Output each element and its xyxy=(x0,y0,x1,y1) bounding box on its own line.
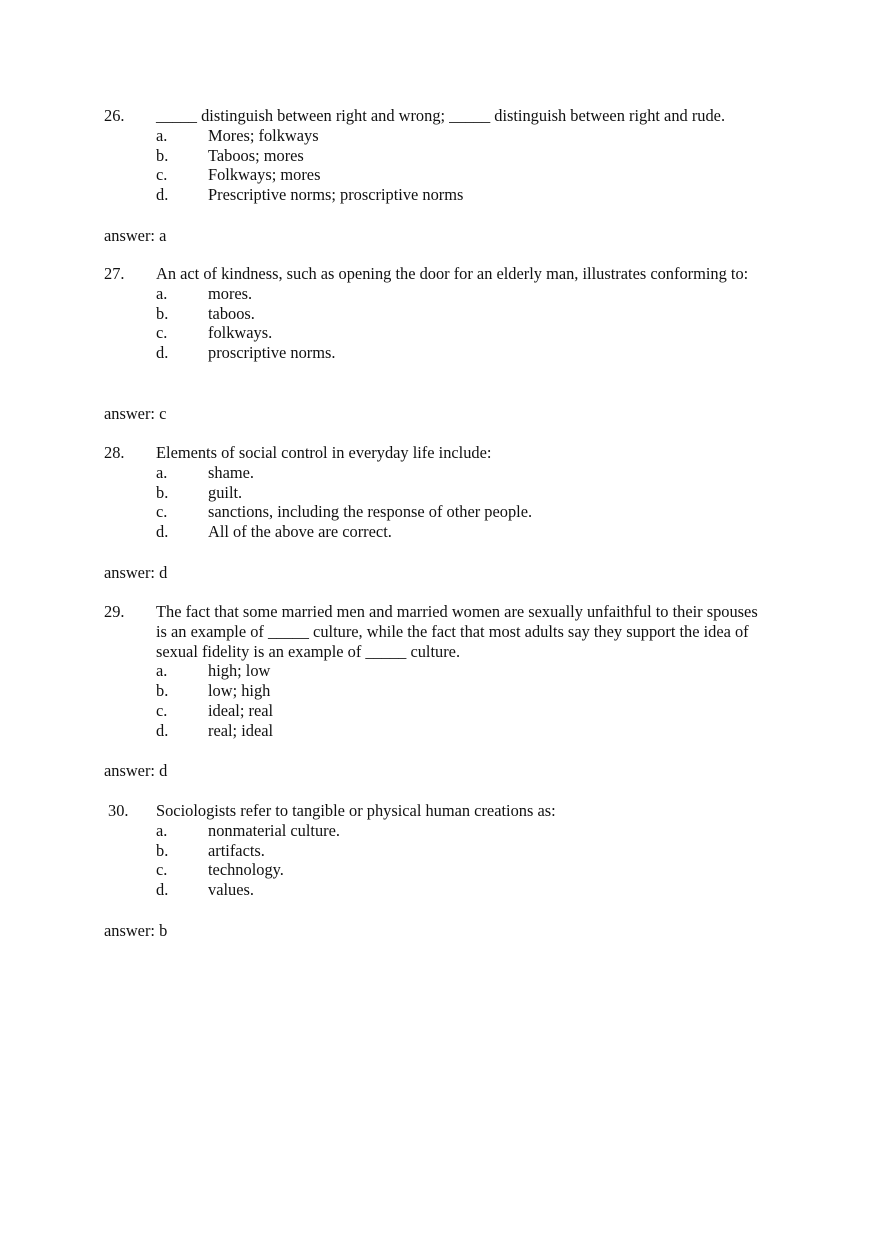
question-number: 26. xyxy=(104,106,125,125)
option-text: proscriptive norms. xyxy=(208,343,336,363)
option-d xyxy=(0,880,880,900)
question-header xyxy=(0,801,880,821)
option-letter: b. xyxy=(156,840,169,860)
option-c xyxy=(0,323,880,343)
answer-options xyxy=(0,821,880,900)
question-number: 27. xyxy=(104,264,125,283)
option-text: values. xyxy=(208,880,254,900)
option-letter: b. xyxy=(156,681,169,701)
answer-options xyxy=(0,463,880,542)
question-text: The fact that some married men and married women are sexually unfaithful to their spouses is an example of _____ culture, while the fact that most adults say they support the idea of sexual fidelity is an example of _____ culture. xyxy=(156,602,758,661)
answer-key: answer: a xyxy=(104,226,167,245)
option-letter: c. xyxy=(156,323,168,343)
option-b xyxy=(0,146,880,166)
question-text: _____ distinguish between right and wrong; _____ distinguish between right and rude. xyxy=(156,106,726,125)
option-c xyxy=(0,701,880,721)
option-a xyxy=(0,284,880,304)
option-letter: c. xyxy=(156,700,168,720)
option-letter: c. xyxy=(156,860,168,880)
option-letter: a. xyxy=(156,125,168,145)
question-number: 29. xyxy=(104,602,125,621)
option-text: Taboos; mores xyxy=(208,145,304,165)
question-26 xyxy=(0,106,880,205)
question-number: 28. xyxy=(104,443,125,462)
option-text: All of the above are correct. xyxy=(208,522,392,542)
option-letter: d. xyxy=(156,343,169,363)
answer-key: answer: b xyxy=(104,921,168,940)
option-text: Mores; folkways xyxy=(208,125,319,145)
option-letter: a. xyxy=(156,283,168,303)
option-a xyxy=(0,821,880,841)
option-letter: a. xyxy=(156,462,168,482)
question-text: An act of kindness, such as opening the door for an elderly man, illustrates conforming to: xyxy=(156,264,749,283)
question-28 xyxy=(0,443,880,542)
option-d xyxy=(0,185,880,205)
option-text: sanctions, including the response of other people. xyxy=(208,502,533,522)
option-letter: d. xyxy=(156,522,169,542)
option-text: real; ideal xyxy=(208,720,274,740)
option-a xyxy=(0,126,880,146)
option-text: Folkways; mores xyxy=(208,165,321,185)
option-letter: b. xyxy=(156,303,169,323)
option-text: low; high xyxy=(208,681,271,701)
question-header xyxy=(0,106,880,126)
option-text: shame. xyxy=(208,462,254,482)
option-text: technology. xyxy=(208,860,284,880)
option-letter: a. xyxy=(156,661,168,681)
option-letter: d. xyxy=(156,720,169,740)
option-text: ideal; real xyxy=(208,700,274,720)
question-30 xyxy=(0,801,880,900)
answer-key: answer: d xyxy=(104,761,168,780)
question-29 xyxy=(0,602,880,741)
option-b xyxy=(0,841,880,861)
option-d xyxy=(0,343,880,363)
option-d xyxy=(0,522,880,542)
question-number: 30. xyxy=(108,801,129,820)
option-c xyxy=(0,165,880,185)
option-b xyxy=(0,681,880,701)
option-text: artifacts. xyxy=(208,840,265,860)
option-letter: c. xyxy=(156,502,168,522)
answer-options xyxy=(0,661,880,740)
option-letter: a. xyxy=(156,820,168,840)
option-d xyxy=(0,721,880,741)
question-header xyxy=(0,443,880,463)
question-text: Sociologists refer to tangible or physical human creations as: xyxy=(156,801,556,820)
question-text: Elements of social control in everyday life include: xyxy=(156,443,492,462)
option-letter: c. xyxy=(156,165,168,185)
question-27 xyxy=(0,264,880,363)
option-c xyxy=(0,860,880,880)
option-text: taboos. xyxy=(208,303,255,323)
option-text: high; low xyxy=(208,661,271,681)
option-text: mores. xyxy=(208,283,253,303)
option-text: nonmaterial culture. xyxy=(208,820,340,840)
option-letter: b. xyxy=(156,482,169,502)
option-c xyxy=(0,502,880,522)
answer-options xyxy=(0,284,880,363)
answer-options xyxy=(0,126,880,205)
option-letter: b. xyxy=(156,145,169,165)
option-b xyxy=(0,304,880,324)
question-header xyxy=(0,264,880,284)
option-letter: d. xyxy=(156,880,169,900)
answer-key: answer: d xyxy=(104,563,168,582)
option-a xyxy=(0,661,880,681)
option-a xyxy=(0,463,880,483)
option-letter: d. xyxy=(156,185,169,205)
option-text: Prescriptive norms; proscriptive norms xyxy=(208,185,464,205)
question-header xyxy=(0,602,880,661)
option-b xyxy=(0,483,880,503)
option-text: folkways. xyxy=(208,323,273,343)
answer-key: answer: c xyxy=(104,404,167,423)
option-text: guilt. xyxy=(208,482,243,502)
